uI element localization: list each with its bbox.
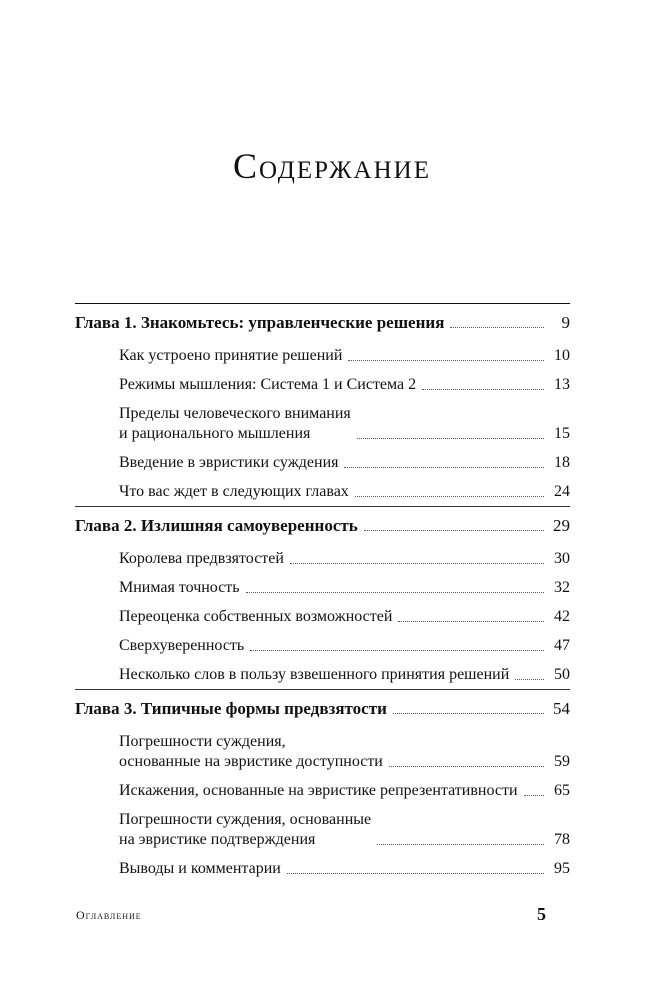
toc-section-entry[interactable] bbox=[75, 569, 570, 598]
section-title-line: на эвристике подтверждения bbox=[119, 831, 316, 848]
section-title-line: Королева предвзятостей bbox=[119, 550, 284, 567]
toc-section-entry[interactable] bbox=[75, 444, 570, 473]
section-title bbox=[119, 404, 351, 444]
section-title-line: Погрешности суждения, основанные bbox=[119, 811, 372, 828]
dot-leader bbox=[398, 621, 544, 622]
section-title-line: Что вас ждет в следующих главах bbox=[119, 483, 349, 500]
dot-leader bbox=[515, 679, 544, 680]
page-ref: 47 bbox=[554, 637, 570, 654]
section-title-line: Режимы мышления: Система 1 и Система 2 bbox=[119, 376, 417, 393]
toc-section-entry[interactable] bbox=[75, 656, 570, 685]
section-title bbox=[119, 732, 383, 772]
toc-section-entry[interactable] bbox=[75, 772, 570, 801]
toc-section-entry[interactable] bbox=[75, 801, 570, 850]
dot-leader bbox=[348, 360, 544, 361]
chapter-title: Глава 2. Излишняя самоуверенность bbox=[75, 516, 358, 535]
dot-leader bbox=[450, 327, 544, 328]
page-ref: 59 bbox=[554, 753, 570, 770]
page-ref: 65 bbox=[554, 782, 570, 799]
page-ref: 50 bbox=[554, 666, 570, 683]
page-ref: 15 bbox=[554, 425, 570, 442]
toc-chapter bbox=[75, 304, 570, 507]
dot-leader bbox=[357, 438, 544, 439]
page-ref: 24 bbox=[554, 483, 570, 500]
page-ref: 29 bbox=[553, 516, 570, 535]
toc-section-entry[interactable] bbox=[75, 598, 570, 627]
section-title-line: Пределы человеческого внимания bbox=[119, 405, 351, 422]
section-title bbox=[119, 636, 244, 656]
dot-leader bbox=[246, 592, 544, 593]
toc-section-entry[interactable] bbox=[75, 337, 570, 366]
section-title-line: Как устроено принятие решений bbox=[119, 347, 343, 364]
toc-section-entry[interactable] bbox=[75, 395, 570, 444]
dot-leader bbox=[364, 530, 544, 531]
section-title bbox=[119, 859, 281, 879]
running-footer: Оглавление bbox=[76, 908, 142, 922]
section-title bbox=[119, 578, 240, 598]
toc-section-entry[interactable] bbox=[75, 473, 570, 502]
dot-leader bbox=[393, 713, 544, 714]
dot-leader bbox=[290, 563, 544, 564]
section-title bbox=[119, 453, 338, 473]
section-title bbox=[119, 607, 392, 627]
page-ref: 9 bbox=[561, 313, 570, 332]
dot-leader bbox=[250, 650, 544, 651]
dot-leader bbox=[389, 766, 544, 767]
dot-leader bbox=[287, 873, 544, 874]
toc-chapter-entry[interactable] bbox=[75, 507, 570, 540]
dot-leader bbox=[344, 467, 544, 468]
page-ref: 32 bbox=[554, 579, 570, 596]
page-ref: 95 bbox=[554, 860, 570, 877]
toc-section-entry[interactable] bbox=[75, 850, 570, 879]
section-title-line: Мнимая точность bbox=[119, 579, 240, 596]
section-title-line: основанные на эвристике доступности bbox=[119, 753, 383, 770]
page-ref: 10 bbox=[554, 347, 570, 364]
toc-section-entry[interactable] bbox=[75, 366, 570, 395]
toc-chapter-entry[interactable] bbox=[75, 304, 570, 337]
section-title-line: Искажения, основанные на эвристике репрезентативности bbox=[119, 782, 518, 799]
section-title bbox=[119, 810, 371, 850]
dot-leader bbox=[377, 844, 544, 845]
page-ref: 30 bbox=[554, 550, 570, 567]
section-title-line: Введение в эвристики суждения bbox=[119, 454, 339, 471]
section-title bbox=[119, 549, 284, 569]
page-number: 5 bbox=[537, 904, 546, 924]
section-title-line: Погрешности суждения, bbox=[119, 733, 286, 750]
dot-leader bbox=[422, 389, 544, 390]
section-title-line: и рационального мышления bbox=[119, 425, 311, 442]
page-ref: 54 bbox=[553, 699, 570, 718]
toc-chapter bbox=[75, 690, 570, 883]
chapter-title: Глава 1. Знакомьтесь: управленческие решения bbox=[75, 313, 445, 332]
section-title bbox=[119, 346, 342, 366]
page-ref: 18 bbox=[554, 454, 570, 471]
chapter-title: Глава 3. Типичные формы предвзятости bbox=[75, 699, 387, 718]
section-title bbox=[119, 482, 349, 502]
page-ref: 42 bbox=[554, 608, 570, 625]
toc-section-entry[interactable] bbox=[75, 723, 570, 772]
table-of-contents bbox=[75, 303, 570, 883]
toc-section-entry[interactable] bbox=[75, 627, 570, 656]
toc-chapter-entry[interactable] bbox=[75, 690, 570, 723]
dot-leader bbox=[524, 795, 544, 796]
section-title bbox=[119, 375, 416, 395]
page-ref: 13 bbox=[554, 376, 570, 393]
section-title bbox=[119, 665, 509, 685]
section-title bbox=[119, 781, 518, 801]
section-title-line: Несколько слов в пользу взвешенного принятия решений bbox=[119, 666, 510, 683]
dot-leader bbox=[355, 496, 544, 497]
toc-section-entry[interactable] bbox=[75, 540, 570, 569]
page-title: Содержание bbox=[232, 146, 431, 186]
page-ref: 78 bbox=[554, 831, 570, 848]
section-title-line: Переоценка собственных возможностей bbox=[119, 608, 393, 625]
section-title-line: Выводы и комментарии bbox=[119, 860, 281, 877]
section-title-line: Сверхуверенность bbox=[119, 637, 245, 654]
toc-chapter bbox=[75, 507, 570, 690]
